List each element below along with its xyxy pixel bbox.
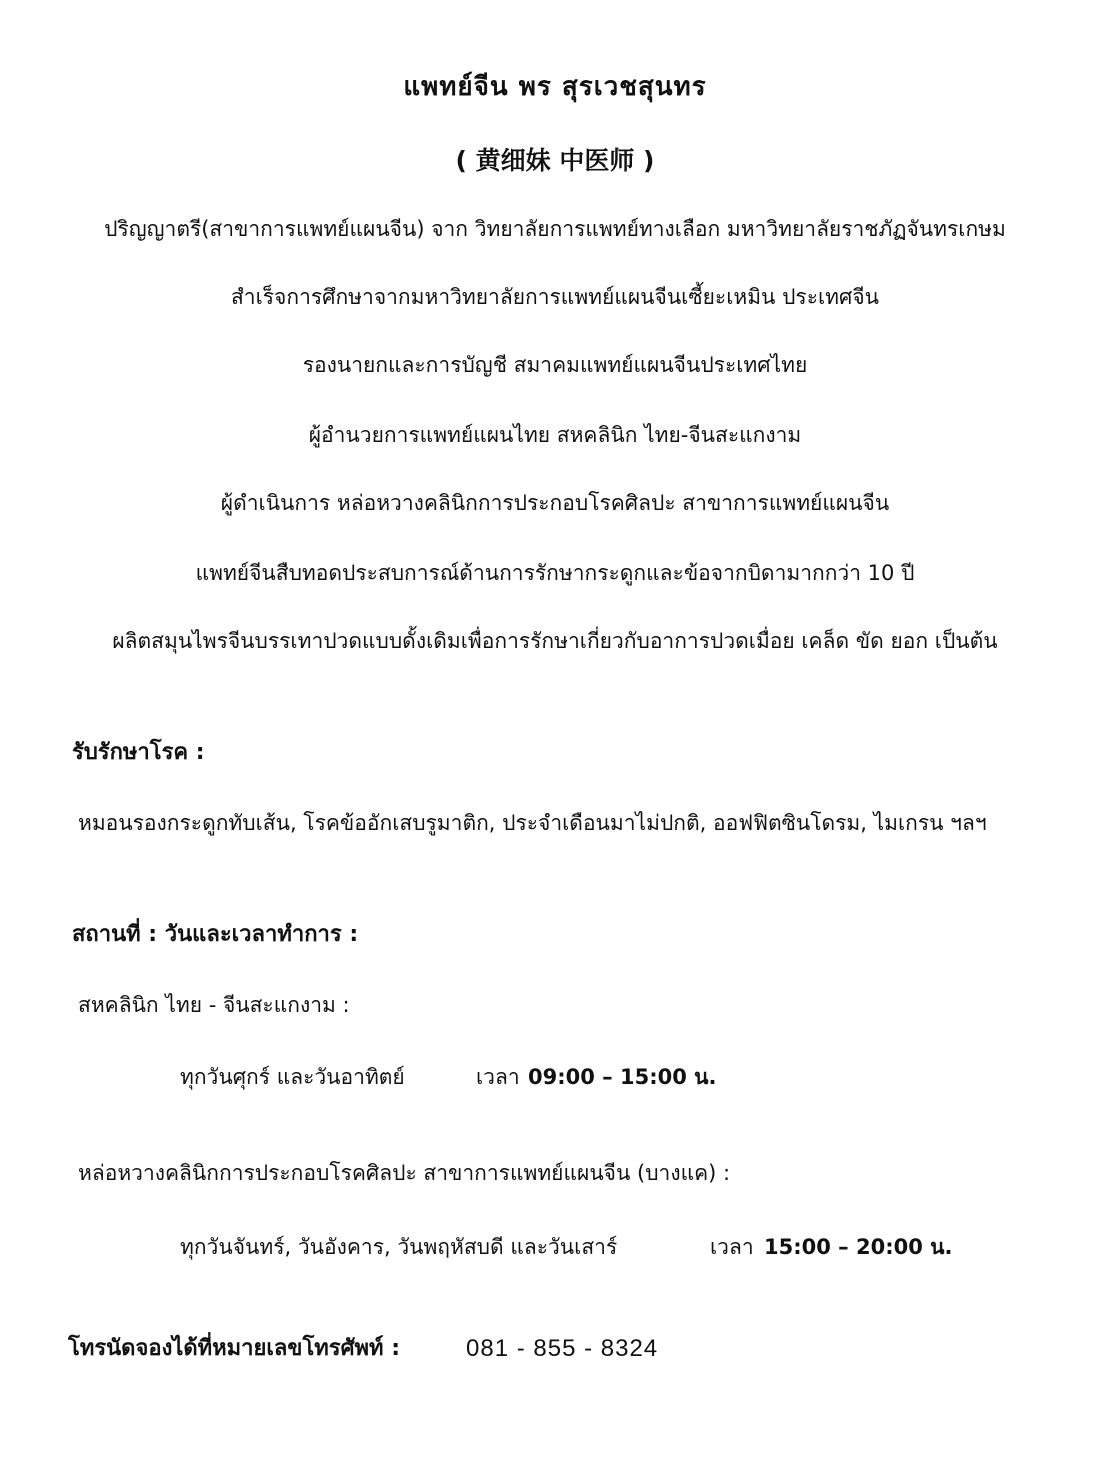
locations-heading: สถานที่ : วันและเวลาทำการ : <box>72 922 359 947</box>
credential-line: แพทย์จีนสืบทอดประสบการณ์ด้านการรักษากระดูกและข้อจากบิดามากกว่า 10 ปี <box>195 561 915 585</box>
treatment-list: หมอนรองกระดูกทับเส้น, โรคข้ออักเสบรูมาติก, ประจำเดือนมาไม่ปกติ, ออฟฟิตซินโดรม, ไมเกรน ฯลฯ <box>78 811 987 835</box>
clinic1-time: 09:00 – 15:00 น. <box>528 1065 717 1089</box>
contact-label: โทรนัดจองได้ที่หมายเลขโทรศัพท์ : <box>68 1336 401 1361</box>
doctor-name-title: แพทย์จีน พร สุรเวชสุนทร <box>403 72 707 102</box>
treatment-heading: รับรักษาโรค : <box>72 740 205 765</box>
doctor-chinese-name: ( 黄细妹 中医师 ) <box>455 146 655 175</box>
credential-line: ผู้ดำเนินการ หล่อหวางคลินิกการประกอบโรคศิลปะ สาขาการแพทย์แผนจีน <box>220 491 890 515</box>
credential-line: รองนายกและการบัญชี สมาคมแพทย์แผนจีนประเทศไทย <box>302 353 808 377</box>
clinic1-time-label: เวลา <box>476 1065 520 1089</box>
phone-number[interactable]: 081 - 855 - 8324 <box>466 1335 659 1362</box>
clinic2-time-label: เวลา <box>710 1235 754 1259</box>
clinic2-time: 15:00 – 20:00 น. <box>764 1235 953 1259</box>
credential-line: ปริญญาตรี(สาขาการแพทย์แผนจีน) จาก วิทยาลัยการแพทย์ทางเลือก มหาวิทยาลัยราชภัฏจันทรเกษม <box>104 217 1006 241</box>
clinic1-name: สหคลินิก ไทย - จีนสะแกงาม : <box>78 993 350 1017</box>
clinic1-days: ทุกวันศุกร์ และวันอาทิตย์ <box>180 1065 405 1089</box>
credential-line: ผลิตสมุนไพรจีนบรรเทาปวดแบบดั้งเดิมเพื่อการรักษาเกี่ยวกับอาการปวดเมื่อย เคล็ด ขัด ยอก เป็นต้น <box>112 629 998 653</box>
clinic2-name: หล่อหวางคลินิกการประกอบโรคศิลปะ สาขาการแพทย์แผนจีน (บางแค) : <box>78 1161 731 1185</box>
credential-line: สำเร็จการศึกษาจากมหาวิทยาลัยการแพทย์แผนจีนเซี้ยะเหมิน ประเทศจีน <box>230 285 879 309</box>
credential-line: ผู้อำนวยการแพทย์แผนไทย สหคลินิก ไทย-จีนสะแกงาม <box>308 423 802 447</box>
clinic2-days: ทุกวันจันทร์, วันอังคาร, วันพฤหัสบดี และวันเสาร์ <box>180 1235 618 1259</box>
